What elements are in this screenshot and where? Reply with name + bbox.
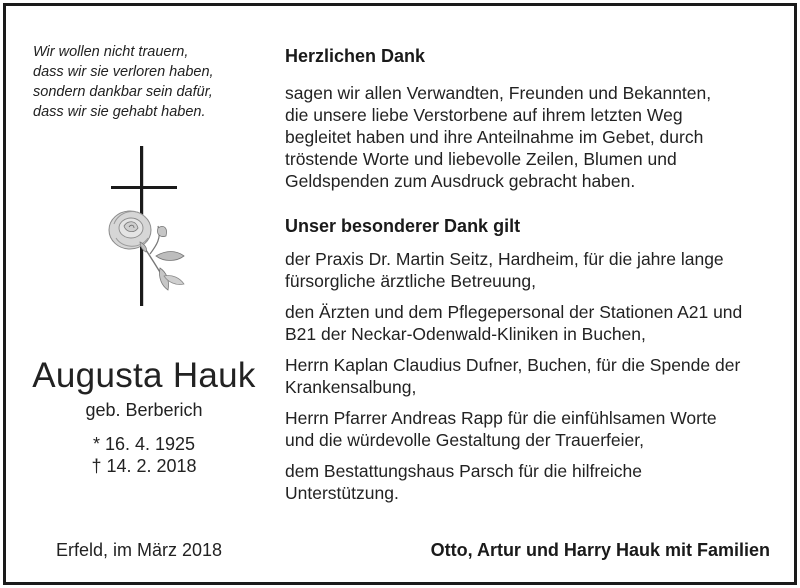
special-thanks-line: Herrn Pfarrer Andreas Rapp für die einfühlsamen Worte [285,408,717,428]
maiden-name: geb. Berberich [85,400,203,420]
motto-line: dass wir sie gehabt haben. [33,104,206,120]
special-thanks-line: fürsorgliche ärztliche Betreuung, [285,271,536,291]
special-thanks-line: den Ärzten und dem Pflegepersonal der Stationen A21 und [285,302,743,322]
motto-line: Wir wollen nicht trauern, [33,44,189,60]
thanks-text [285,82,785,192]
obituary-card [3,3,797,585]
special-thanks-item [285,460,785,504]
deceased-name: Augusta Hauk [32,356,256,395]
signature: Otto, Artur und Harry Hauk mit Familien [430,540,770,560]
motto-line: sondern dankbar sein dafür, [33,84,213,100]
special-thanks-item [285,248,785,292]
special-thanks-item [285,407,785,451]
special-thanks-line: Krankensalbung, [285,377,417,397]
special-thanks-line: und die würdevolle Gestaltung der Trauerfeier, [285,430,644,450]
birth-date: * 16. 4. 1925 [92,434,196,454]
special-thanks-item [285,354,785,398]
cross-with-rose-icon [106,146,196,311]
special-thanks-line: B21 der Neckar-Odenwald-Kliniken in Buchen, [285,324,646,344]
special-thanks-line: dem Bestattungshaus Parsch für die hilfreiche [285,461,642,481]
special-thanks-line: Unterstützung. [285,483,399,503]
death-date: † 14. 2. 2018 [91,456,197,476]
thanks-line: begleitet haben und ihre Anteilnahme im Gebet, durch [285,127,704,147]
place-and-date: Erfeld, im März 2018 [56,540,223,560]
motto-line: dass wir sie verloren haben, [33,64,214,80]
special-thanks-heading: Unser besonderer Dank gilt [285,216,521,236]
special-thanks-line: Herrn Kaplan Claudius Dufner, Buchen, für die Spende der [285,355,741,375]
thanks-line: sagen wir allen Verwandten, Freunden und Bekannten, [285,83,712,103]
special-thanks-line: der Praxis Dr. Martin Seitz, Hardheim, für die jahre lange [285,249,724,269]
thanks-line: tröstende Worte und liebevolle Zeilen, Blumen und [285,149,677,169]
thanks-line: Geldspenden zum Ausdruck gebracht haben. [285,171,636,191]
thanks-line: die unsere liebe Verstorbene auf ihrem letzten Weg [285,105,683,125]
thanks-column [285,44,785,504]
special-thanks-item [285,301,785,345]
motto [33,42,214,122]
thanks-heading: Herzlichen Dank [285,46,426,66]
